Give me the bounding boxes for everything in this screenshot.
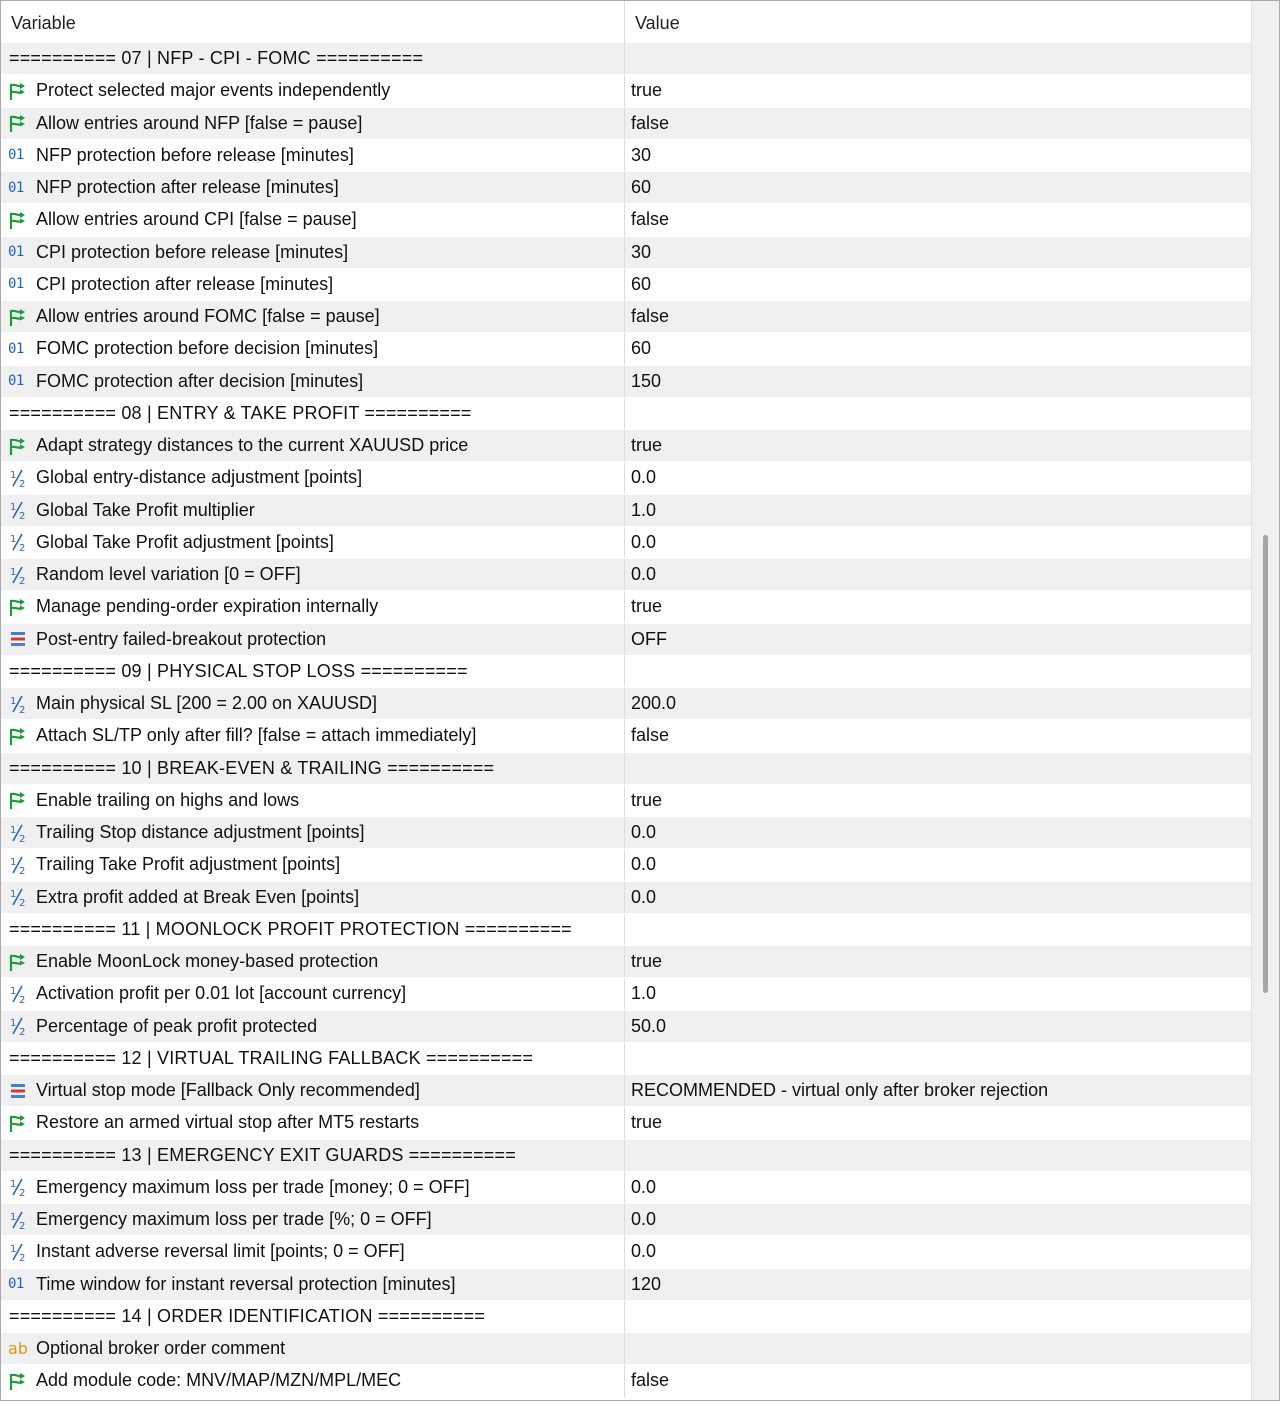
variable-cell [1, 591, 625, 622]
value-cell[interactable] [625, 108, 1251, 139]
variable-label: Instant adverse reversal limit [points; 0 = OFF] [36, 1241, 405, 1262]
parameter-row[interactable] [1, 1236, 1251, 1268]
value-text: true [631, 1112, 663, 1133]
variable-cell [1, 849, 625, 880]
value-cell[interactable] [625, 43, 1251, 74]
value-cell[interactable] [625, 1301, 1251, 1332]
parameter-row[interactable] [1, 817, 1251, 849]
value-cell[interactable] [625, 430, 1251, 461]
value-text: true [631, 435, 663, 456]
value-cell[interactable] [625, 140, 1251, 171]
variable-cell [1, 269, 625, 300]
value-cell[interactable] [625, 1236, 1251, 1267]
parameter-row[interactable] [1, 1365, 1251, 1397]
variable-cell [1, 946, 625, 977]
value-cell[interactable] [625, 656, 1251, 687]
svg-text:2: 2 [19, 543, 26, 553]
variable-label: Optional broker order comment [36, 1338, 286, 1359]
half-fraction-icon [8, 855, 28, 875]
value-text: 0.0 [631, 467, 657, 488]
svg-text:2: 2 [19, 511, 26, 521]
green-arrow-flag-icon [8, 952, 28, 972]
parameter-row[interactable] [1, 720, 1251, 752]
parameter-row[interactable] [1, 366, 1251, 398]
half-fraction-icon [8, 823, 28, 843]
variable-label: Global Take Profit multiplier [36, 499, 255, 520]
variable-cell [1, 656, 625, 687]
variable-cell [1, 1333, 625, 1364]
variable-label: ========== 08 | ENTRY & TAKE PROFIT ========== [9, 402, 472, 423]
variable-label: Allow entries around NFP [false = pause] [36, 112, 363, 133]
parameter-row[interactable] [1, 849, 1251, 881]
variable-cell [1, 688, 625, 719]
table-header [1, 1, 1251, 44]
variable-label: Add module code: MNV/MAP/MZN/MPL/MEC [36, 1370, 402, 1391]
variable-cell [1, 753, 625, 784]
variable-cell [1, 1011, 625, 1042]
parameter-row[interactable] [1, 527, 1251, 559]
variable-label: Emergency maximum loss per trade [money; 0 = OFF] [36, 1176, 470, 1197]
section-separator-row[interactable] [1, 753, 1251, 785]
variable-label: Virtual stop mode [Fallback Only recommended] [36, 1080, 420, 1101]
value-text: 120 [631, 1273, 662, 1294]
svg-text:1: 1 [10, 1211, 17, 1223]
value-text: 0.0 [631, 1209, 657, 1230]
parameter-row[interactable] [1, 172, 1251, 204]
value-cell[interactable] [625, 172, 1251, 203]
parameter-row[interactable] [1, 559, 1251, 591]
value-text: 150 [631, 370, 662, 391]
value-cell[interactable] [625, 720, 1251, 751]
value-text: 0.0 [631, 1176, 657, 1197]
svg-text:2: 2 [19, 704, 26, 714]
variable-label: NFP protection after release [minutes] [36, 177, 339, 198]
value-text: 200.0 [631, 693, 677, 714]
variable-cell [1, 624, 625, 655]
variable-label: Protect selected major events independently [36, 80, 391, 101]
value-text: false [631, 725, 670, 746]
value-text: 30 [631, 144, 652, 165]
svg-text:2: 2 [19, 1252, 26, 1262]
variable-cell [1, 1301, 625, 1332]
vertical-scrollbar[interactable] [1251, 1, 1280, 1400]
value-cell[interactable] [625, 269, 1251, 300]
half-fraction-icon [8, 532, 28, 552]
variable-label: Global Take Profit adjustment [points] [36, 531, 334, 552]
svg-text:2: 2 [19, 994, 26, 1004]
parameter-row[interactable] [1, 237, 1251, 269]
parameter-row[interactable] [1, 688, 1251, 720]
int-01-icon: 01 [8, 1276, 24, 1293]
variable-cell [1, 1269, 625, 1300]
value-cell[interactable] [625, 1172, 1251, 1203]
parameter-row[interactable] [1, 1011, 1251, 1043]
value-text: 50.0 [631, 1015, 667, 1036]
value-cell[interactable] [625, 75, 1251, 106]
value-text: 60 [631, 177, 652, 198]
value-cell[interactable] [625, 462, 1251, 493]
green-arrow-flag-icon [8, 597, 28, 617]
variable-cell [1, 333, 625, 364]
variable-cell [1, 75, 625, 106]
variable-label: FOMC protection after decision [minutes] [36, 370, 364, 391]
variable-cell [1, 559, 625, 590]
variable-label: Percentage of peak profit protected [36, 1015, 318, 1036]
svg-text:1: 1 [10, 469, 17, 481]
value-cell[interactable] [625, 559, 1251, 590]
variable-cell [1, 301, 625, 332]
variable-label: Random level variation [0 = OFF] [36, 564, 301, 585]
parameter-row[interactable] [1, 140, 1251, 172]
value-text: false [631, 209, 670, 230]
variable-label: Global entry-distance adjustment [points] [36, 467, 363, 488]
variable-cell [1, 1140, 625, 1171]
variable-label: Adapt strategy distances to the current XAUUSD price [36, 435, 469, 456]
variable-cell [1, 108, 625, 139]
value-cell[interactable] [625, 591, 1251, 622]
variable-label: Emergency maximum loss per trade [%; 0 = OFF] [36, 1209, 432, 1230]
green-arrow-flag-icon [8, 307, 28, 327]
table-body [1, 43, 1251, 1398]
half-fraction-icon [8, 984, 28, 1004]
svg-text:1: 1 [10, 1018, 17, 1030]
variable-label: Post-entry failed-breakout protection [36, 628, 327, 649]
variable-label: Enable trailing on highs and lows [36, 789, 300, 810]
value-text: 0.0 [631, 564, 657, 585]
int-01-icon: 01 [8, 179, 24, 196]
green-arrow-flag-icon [8, 210, 28, 230]
variable-cell [1, 785, 625, 816]
variable-label: Allow entries around FOMC [false = pause] [36, 306, 380, 327]
svg-text:2: 2 [19, 865, 26, 875]
variable-cell [1, 1204, 625, 1235]
value-text: false [631, 1370, 670, 1391]
variable-cell [1, 140, 625, 171]
half-fraction-icon [8, 468, 28, 488]
svg-text:2: 2 [19, 478, 26, 488]
value-text: 0.0 [631, 886, 657, 907]
parameter-row[interactable] [1, 495, 1251, 527]
int-01-icon: 01 [8, 276, 24, 293]
value-text: 0.0 [631, 1241, 657, 1262]
parameter-row[interactable] [1, 624, 1251, 656]
variable-label: Main physical SL [200 = 2.00 on XAUUSD] [36, 693, 378, 714]
svg-text:1: 1 [10, 566, 17, 578]
svg-text:1: 1 [10, 1179, 17, 1191]
variable-cell [1, 430, 625, 461]
green-arrow-flag-icon [8, 436, 28, 456]
parameter-row[interactable] [1, 1204, 1251, 1236]
parameter-row[interactable] [1, 462, 1251, 494]
value-text: 1.0 [631, 499, 657, 520]
variable-cell [1, 1236, 625, 1267]
value-cell[interactable] [625, 333, 1251, 364]
value-cell[interactable] [625, 624, 1251, 655]
value-text: true [631, 789, 663, 810]
green-arrow-flag-icon [8, 726, 28, 746]
parameter-row[interactable] [1, 1269, 1251, 1301]
column-header-variable[interactable]: Variable [1, 1, 625, 43]
green-arrow-flag-icon [8, 790, 28, 810]
variable-cell [1, 172, 625, 203]
variable-cell [1, 1365, 625, 1396]
svg-text:1: 1 [10, 534, 17, 546]
value-text: false [631, 306, 670, 327]
parameter-row[interactable] [1, 108, 1251, 140]
variable-cell [1, 914, 625, 945]
half-fraction-icon [8, 887, 28, 907]
variable-cell [1, 1075, 625, 1106]
variable-cell [1, 527, 625, 558]
variable-cell [1, 882, 625, 913]
svg-text:1: 1 [10, 985, 17, 997]
section-separator-row[interactable] [1, 398, 1251, 430]
parameter-row[interactable] [1, 333, 1251, 365]
parameter-row[interactable] [1, 1333, 1251, 1365]
value-cell[interactable] [625, 753, 1251, 784]
value-cell[interactable] [625, 1269, 1251, 1300]
value-cell[interactable] [625, 1365, 1251, 1396]
value-text: 0.0 [631, 531, 657, 552]
variable-label: ========== 14 | ORDER IDENTIFICATION ========== [9, 1305, 486, 1326]
section-separator-row[interactable] [1, 43, 1251, 75]
parameter-row[interactable] [1, 591, 1251, 623]
svg-text:2: 2 [19, 833, 26, 843]
half-fraction-icon [8, 1210, 28, 1230]
variable-label: Allow entries around CPI [false = pause] [36, 209, 357, 230]
value-cell[interactable] [625, 882, 1251, 913]
value-cell[interactable] [625, 914, 1251, 945]
green-arrow-flag-icon [8, 1113, 28, 1133]
value-text: 0.0 [631, 854, 657, 875]
parameter-row[interactable] [1, 269, 1251, 301]
green-arrow-flag-icon [8, 113, 28, 133]
value-text: true [631, 596, 663, 617]
value-cell[interactable] [625, 1043, 1251, 1074]
variable-cell [1, 366, 625, 397]
enum-list-icon [8, 1081, 28, 1101]
half-fraction-icon [8, 565, 28, 585]
svg-text:1: 1 [10, 1243, 17, 1255]
parameter-row[interactable] [1, 75, 1251, 107]
variable-label: Trailing Stop distance adjustment [points] [36, 822, 365, 843]
svg-text:1: 1 [10, 695, 17, 707]
variable-label: ========== 07 | NFP - CPI - FOMC ========== [9, 48, 424, 69]
parameter-row[interactable] [1, 785, 1251, 817]
svg-text:2: 2 [19, 575, 26, 585]
value-cell[interactable] [625, 1107, 1251, 1138]
variable-label: Enable MoonLock money-based protection [36, 951, 379, 972]
variable-label: ========== 11 | MOONLOCK PROFIT PROTECTION ========== [9, 918, 572, 939]
value-cell[interactable] [625, 946, 1251, 977]
half-fraction-icon [8, 1177, 28, 1197]
variable-label: Extra profit added at Break Even [points] [36, 886, 360, 907]
value-text: 60 [631, 273, 652, 294]
section-separator-row[interactable] [1, 1301, 1251, 1333]
variable-cell [1, 1172, 625, 1203]
parameter-row[interactable] [1, 301, 1251, 333]
variable-label: Restore an armed virtual stop after MT5 restarts [36, 1112, 420, 1133]
variable-cell [1, 1043, 625, 1074]
parameter-row[interactable] [1, 882, 1251, 914]
variable-cell [1, 1107, 625, 1138]
value-text: RECOMMENDED - virtual only after broker rejection [631, 1080, 1049, 1101]
ab-string-icon: ab [8, 1338, 28, 1358]
value-text: true [631, 80, 663, 101]
int-01-icon: 01 [8, 340, 24, 357]
parameter-row[interactable] [1, 430, 1251, 462]
svg-text:1: 1 [10, 889, 17, 901]
svg-text:1: 1 [10, 856, 17, 868]
section-separator-row[interactable] [1, 1043, 1251, 1075]
svg-text:2: 2 [19, 898, 26, 908]
parameter-row[interactable] [1, 946, 1251, 978]
variable-cell [1, 398, 625, 429]
variable-label: Time window for instant reversal protection [minutes] [36, 1273, 456, 1294]
variable-label: Attach SL/TP only after fill? [false = attach immediately] [36, 725, 477, 746]
value-cell[interactable] [625, 237, 1251, 268]
value-cell[interactable] [625, 1011, 1251, 1042]
parameter-row[interactable] [1, 204, 1251, 236]
value-cell[interactable] [625, 204, 1251, 235]
green-arrow-flag-icon [8, 1371, 28, 1391]
scrollbar-thumb[interactable] [1263, 535, 1268, 993]
variable-label: Activation profit per 0.01 lot [account currency] [36, 983, 407, 1004]
variable-label: Manage pending-order expiration internally [36, 596, 379, 617]
svg-text:2: 2 [19, 1188, 26, 1198]
variable-cell [1, 462, 625, 493]
value-text: 0.0 [631, 822, 657, 843]
variable-label: ========== 13 | EMERGENCY EXIT GUARDS ========== [9, 1144, 516, 1165]
value-cell[interactable] [625, 1075, 1251, 1106]
value-cell[interactable] [625, 301, 1251, 332]
int-01-icon: 01 [8, 244, 24, 261]
variable-label: ========== 12 | VIRTUAL TRAILING FALLBACK ========== [9, 1047, 534, 1068]
parameter-row[interactable] [1, 1075, 1251, 1107]
value-text: 1.0 [631, 983, 657, 1004]
value-cell[interactable] [625, 398, 1251, 429]
variable-label: Trailing Take Profit adjustment [points] [36, 854, 341, 875]
parameter-row[interactable] [1, 1107, 1251, 1139]
parameter-row[interactable] [1, 1172, 1251, 1204]
value-cell[interactable] [625, 1140, 1251, 1171]
value-cell[interactable] [625, 978, 1251, 1009]
variable-label: FOMC protection before decision [minutes] [36, 338, 379, 359]
svg-text:2: 2 [19, 1027, 26, 1037]
int-01-icon: 01 [8, 373, 24, 390]
variable-cell [1, 43, 625, 74]
svg-text:2: 2 [19, 1220, 26, 1230]
value-cell[interactable] [625, 1204, 1251, 1235]
half-fraction-icon [8, 694, 28, 714]
parameter-row[interactable] [1, 978, 1251, 1010]
value-text: true [631, 951, 663, 972]
value-cell[interactable] [625, 366, 1251, 397]
variable-cell [1, 978, 625, 1009]
variable-cell [1, 495, 625, 526]
section-separator-row[interactable] [1, 656, 1251, 688]
value-text: OFF [631, 628, 667, 649]
half-fraction-icon [8, 1242, 28, 1262]
variable-cell [1, 237, 625, 268]
value-text: false [631, 112, 670, 133]
variable-cell [1, 720, 625, 751]
enum-list-icon [8, 629, 28, 649]
variable-label: CPI protection after release [minutes] [36, 273, 334, 294]
value-cell[interactable] [625, 817, 1251, 848]
variable-label: ========== 09 | PHYSICAL STOP LOSS ========== [9, 660, 468, 681]
variable-cell [1, 817, 625, 848]
int-01-icon: 01 [8, 147, 24, 164]
value-cell[interactable] [625, 688, 1251, 719]
section-separator-row[interactable] [1, 1140, 1251, 1172]
variable-label: NFP protection before release [minutes] [36, 144, 354, 165]
variable-cell [1, 204, 625, 235]
value-cell[interactable] [625, 849, 1251, 880]
value-cell[interactable] [625, 527, 1251, 558]
svg-text:1: 1 [10, 824, 17, 836]
half-fraction-icon [8, 1016, 28, 1036]
value-cell[interactable] [625, 1333, 1251, 1364]
half-fraction-icon [8, 500, 28, 520]
value-text: 60 [631, 338, 652, 359]
value-text: 30 [631, 241, 652, 262]
column-header-value[interactable]: Value [635, 13, 680, 33]
section-separator-row[interactable] [1, 914, 1251, 946]
variable-label: CPI protection before release [minutes] [36, 241, 349, 262]
value-cell[interactable] [625, 495, 1251, 526]
green-arrow-flag-icon [8, 81, 28, 101]
value-cell[interactable] [625, 785, 1251, 816]
svg-text:1: 1 [10, 502, 17, 514]
variable-label: ========== 10 | BREAK-EVEN & TRAILING ========== [9, 757, 495, 778]
